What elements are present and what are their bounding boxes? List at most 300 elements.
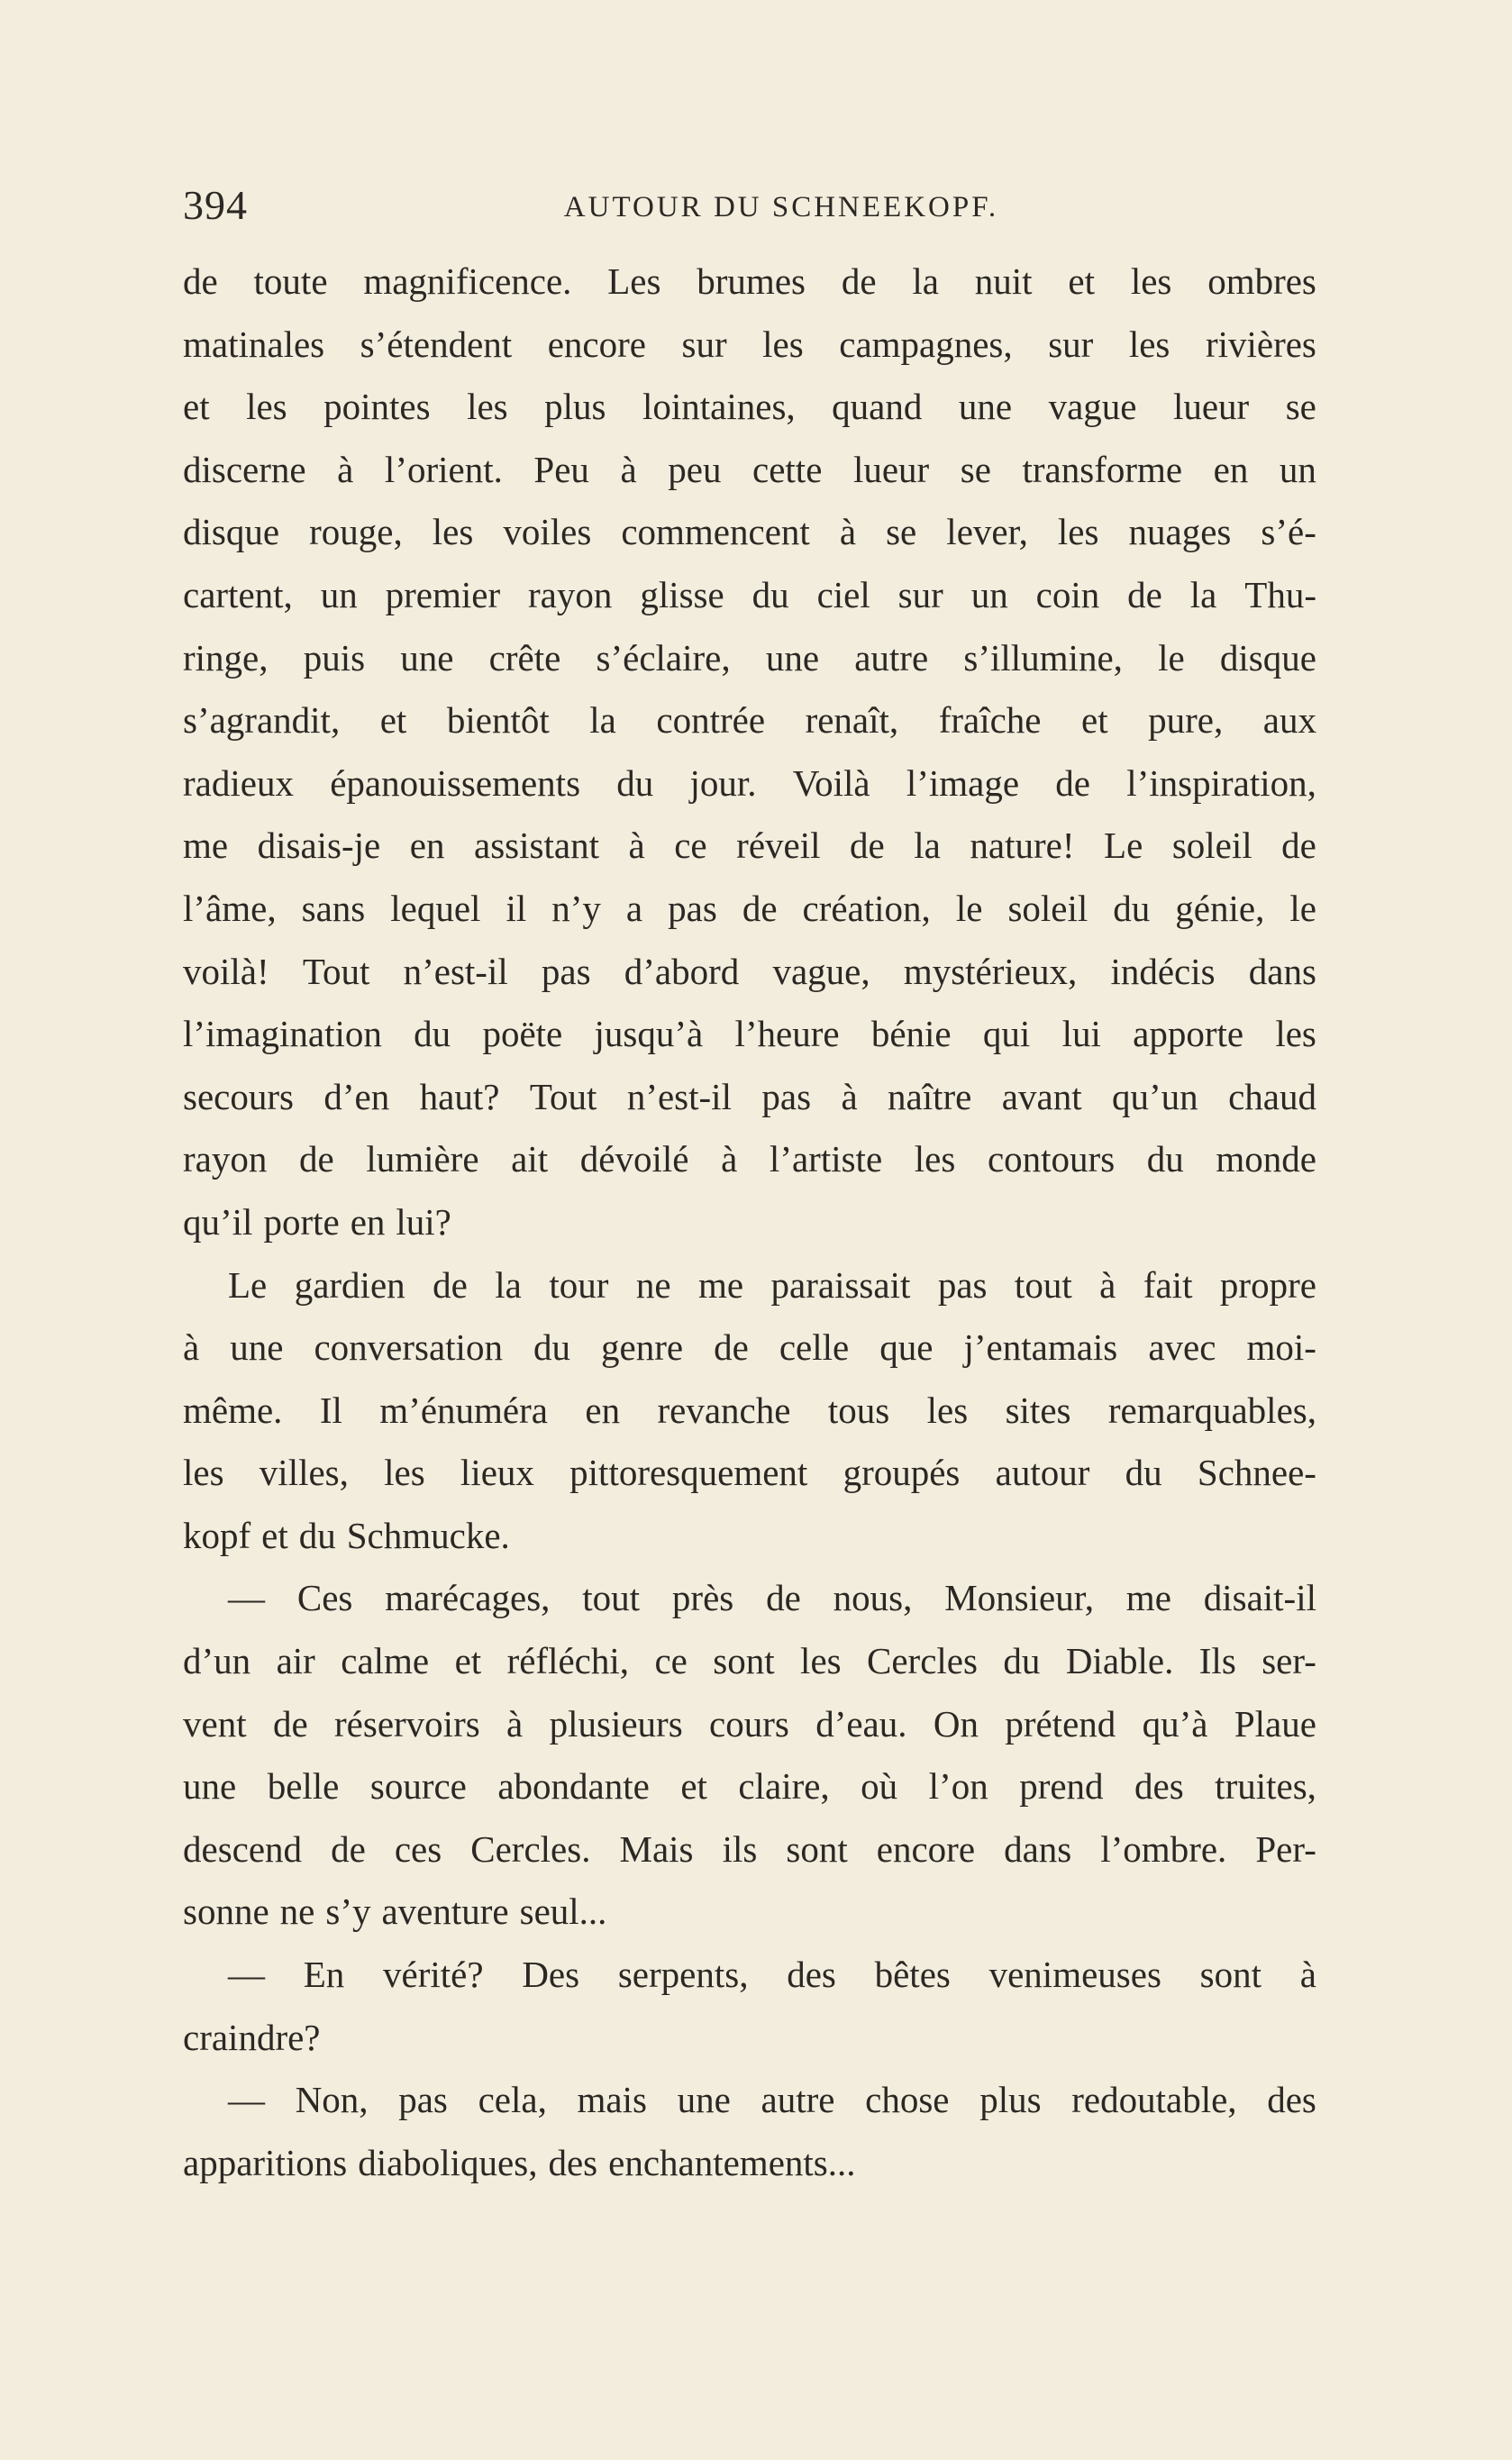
word: me	[697, 1263, 744, 1306]
word: autre	[761, 2079, 835, 2121]
word: de	[272, 1702, 308, 1745]
word: voilà!	[183, 950, 269, 992]
word: Cercles.	[470, 1827, 591, 1870]
word: disait-il	[1203, 1577, 1316, 1619]
word: ciel	[816, 573, 870, 615]
text-line	[183, 1567, 1316, 1630]
word: de	[742, 887, 778, 929]
word: qui	[982, 1013, 1031, 1055]
text-line	[183, 1380, 1316, 1443]
text-line	[183, 815, 1316, 878]
text-line	[183, 627, 1316, 690]
text-line	[183, 1693, 1316, 1756]
word: il	[506, 887, 527, 929]
word: —	[228, 1954, 265, 1996]
word: sont	[1199, 1954, 1262, 1996]
word: pas	[761, 1075, 812, 1117]
word: cartent,	[183, 573, 293, 615]
word: campagnes,	[839, 323, 1013, 365]
word: à	[337, 448, 354, 490]
word: conversation	[314, 1326, 503, 1369]
word: monde	[1216, 1138, 1316, 1180]
word: pas	[398, 2079, 448, 2121]
word: nuit	[974, 260, 1033, 302]
word: des	[787, 1954, 836, 1996]
text-body	[183, 251, 1316, 2194]
word: les	[1275, 1013, 1316, 1055]
word: kopf	[183, 1514, 251, 1556]
word: On	[933, 1702, 979, 1745]
word: En	[303, 1954, 345, 1996]
text-line	[183, 439, 1316, 502]
word: de	[433, 1263, 468, 1306]
text-line	[183, 2007, 1316, 2070]
word: du	[298, 1514, 336, 1556]
word: lumière	[366, 1138, 479, 1180]
word: en	[585, 1389, 621, 1431]
word: m’énuméra	[379, 1389, 548, 1431]
word: jour.	[689, 761, 757, 804]
word: ser-	[1262, 1640, 1316, 1682]
word: même.	[183, 1389, 283, 1431]
word: l’inspiration,	[1126, 761, 1316, 804]
word: l’image	[906, 761, 1020, 804]
word: j’entamais	[963, 1326, 1118, 1369]
word: coin	[1035, 573, 1100, 615]
word: se	[1285, 386, 1316, 428]
word: sur	[1048, 323, 1094, 365]
word: se	[960, 448, 991, 490]
word: s’é-	[1261, 511, 1316, 553]
word: chose	[865, 2079, 950, 2121]
word: qu’à	[1142, 1702, 1208, 1745]
word: réservoirs	[334, 1702, 480, 1745]
word: cela,	[478, 2079, 547, 2121]
word: ce	[654, 1640, 688, 1682]
word: les	[926, 1389, 969, 1431]
word: lueur	[852, 448, 930, 490]
text-line	[183, 878, 1316, 941]
word: Le	[228, 1263, 268, 1306]
word: truites,	[1215, 1765, 1316, 1808]
word: sur	[897, 573, 943, 615]
word: rivières	[1205, 323, 1316, 365]
word: ringe,	[183, 636, 269, 679]
word: cette	[752, 448, 823, 490]
word: fait	[1143, 1263, 1193, 1306]
word: vague	[1048, 386, 1137, 428]
word: prend	[1019, 1765, 1104, 1808]
word: fraîche	[938, 699, 1042, 742]
text-line	[183, 1066, 1316, 1129]
word: jusqu’à	[594, 1013, 704, 1055]
word: Le	[1104, 825, 1143, 867]
word: d’abord	[624, 950, 740, 992]
word: les	[1057, 511, 1099, 553]
word: Schnee-	[1197, 1452, 1316, 1494]
word: bénie	[870, 1013, 952, 1055]
text-line	[183, 314, 1316, 377]
word: a	[625, 887, 643, 929]
word: à	[721, 1138, 738, 1180]
word: ne	[635, 1263, 671, 1306]
text-line	[183, 1128, 1316, 1191]
word: tout	[582, 1577, 641, 1619]
word: et	[379, 699, 407, 742]
word: Il	[319, 1389, 342, 1431]
word: Ils	[1198, 1640, 1236, 1682]
text-line	[183, 1755, 1316, 1818]
word: se	[886, 511, 917, 553]
word: de	[714, 1326, 749, 1369]
word: s’agrandit,	[183, 699, 341, 742]
text-line	[183, 689, 1316, 752]
text-line	[183, 2069, 1316, 2132]
word: une	[765, 636, 820, 679]
text-line	[183, 1191, 1316, 1254]
word: une	[183, 1765, 237, 1808]
word: lieux	[460, 1452, 534, 1494]
word: et	[261, 1514, 288, 1556]
word: à	[1299, 1954, 1316, 1996]
word: de	[1281, 825, 1316, 867]
word: en	[350, 1200, 386, 1243]
word: indécis	[1110, 950, 1216, 992]
word: brumes	[697, 260, 806, 302]
word: glisse	[640, 573, 724, 615]
word: matinales	[183, 323, 325, 365]
word: dans	[1248, 950, 1316, 992]
word: remarquables,	[1107, 1389, 1316, 1431]
word: Monsieur,	[944, 1577, 1094, 1619]
word: du	[414, 1013, 451, 1055]
word: du	[616, 761, 654, 804]
word: la	[1189, 573, 1217, 615]
word: Non,	[295, 2079, 369, 2121]
word: un	[320, 573, 358, 615]
word: à	[183, 1326, 200, 1369]
word: aventure	[381, 1891, 509, 1933]
word: du	[1003, 1640, 1041, 1682]
text-line	[183, 1630, 1316, 1693]
word: les	[1128, 323, 1170, 365]
text-line	[183, 941, 1316, 1004]
word: l’orient.	[384, 448, 503, 490]
word: Voilà	[792, 761, 870, 804]
word: contrée	[656, 699, 766, 742]
word: air	[276, 1640, 315, 1682]
word: création,	[802, 887, 931, 929]
word: un	[970, 573, 1008, 615]
word: et	[454, 1640, 482, 1682]
word: pas	[541, 950, 591, 992]
word: des	[1267, 2079, 1316, 2121]
word: n’y	[551, 887, 601, 929]
word: Tout	[529, 1075, 597, 1117]
word: chaud	[1228, 1075, 1316, 1117]
word: soleil	[1007, 887, 1088, 929]
word: source	[369, 1765, 467, 1808]
word: Des	[522, 1954, 580, 1996]
text-line	[183, 1317, 1316, 1380]
word: nature!	[970, 825, 1075, 867]
word: porte	[263, 1200, 340, 1243]
word: craindre?	[183, 2016, 321, 2058]
word: autre	[854, 636, 929, 679]
word: s’étendent	[360, 323, 513, 365]
word: bêtes	[874, 1954, 951, 1996]
word: quand	[832, 386, 923, 428]
word: belle	[267, 1765, 340, 1808]
word: rouge,	[309, 511, 403, 553]
word: groupés	[843, 1452, 961, 1494]
word: les	[432, 511, 474, 553]
word: lever,	[946, 511, 1028, 553]
word: qu’un	[1112, 1075, 1198, 1117]
word: les	[467, 386, 508, 428]
word: apporte	[1133, 1013, 1244, 1055]
word: une	[958, 386, 1013, 428]
word: revanche	[657, 1389, 791, 1431]
word: l’âme,	[183, 887, 277, 929]
word: de	[1127, 573, 1162, 615]
word: pas	[937, 1263, 988, 1306]
word: le	[1289, 887, 1316, 929]
word: du	[751, 573, 789, 615]
word: une	[230, 1326, 284, 1369]
word: de	[766, 1577, 801, 1619]
word: magnificence.	[363, 260, 572, 302]
word: lequel	[390, 887, 481, 929]
word: transforme	[1022, 448, 1183, 490]
word: naître	[888, 1075, 972, 1117]
word: me	[183, 825, 229, 867]
word: Mais	[619, 1827, 694, 1870]
word: vague,	[772, 950, 870, 992]
word: des	[1134, 1765, 1184, 1808]
word: l’imagination	[183, 1013, 382, 1055]
word: l’artiste	[769, 1138, 883, 1180]
word: villes,	[259, 1452, 349, 1494]
word: rayon	[528, 573, 613, 615]
word: peu	[668, 448, 722, 490]
word: du	[1125, 1452, 1162, 1494]
word: réfléchi,	[506, 1640, 630, 1682]
word: lueur	[1172, 386, 1250, 428]
word: à	[506, 1702, 524, 1745]
word: serpents,	[617, 1954, 749, 1996]
word: tous	[827, 1389, 890, 1431]
word: encore	[547, 323, 646, 365]
word: et	[183, 386, 210, 428]
word: s’éclaire,	[596, 636, 731, 679]
word: les	[762, 323, 804, 365]
word: ne	[279, 1891, 315, 1933]
word: réveil	[736, 825, 821, 867]
word: d’un	[183, 1640, 251, 1682]
word: Thu-	[1244, 573, 1316, 615]
word: seul...	[519, 1891, 607, 1933]
text-line	[183, 1818, 1316, 1881]
word: ils	[722, 1827, 758, 1870]
word: Les	[607, 260, 661, 302]
word: du	[1113, 887, 1151, 929]
word: toute	[253, 260, 328, 302]
word: crête	[488, 636, 561, 679]
word: poëte	[482, 1013, 563, 1055]
text-line	[183, 1003, 1316, 1066]
word: la	[912, 260, 939, 302]
word: n’est-il	[626, 1075, 732, 1117]
word: ce	[674, 825, 707, 867]
word: voiles	[503, 511, 592, 553]
word: renaît,	[805, 699, 899, 742]
word: les	[1130, 260, 1172, 302]
word: un	[1279, 448, 1316, 490]
word: près	[671, 1577, 734, 1619]
word: de	[298, 1138, 334, 1180]
word: rayon	[183, 1138, 268, 1180]
word: moi-	[1246, 1326, 1316, 1369]
word: n’est-il	[403, 950, 508, 992]
page-header	[183, 178, 1316, 232]
word: d’en	[323, 1075, 390, 1117]
word: pittoresquement	[569, 1452, 808, 1494]
text-line	[183, 1505, 1316, 1568]
word: tout	[1014, 1263, 1072, 1306]
word: la	[914, 825, 941, 867]
word: à	[841, 1075, 858, 1117]
word: le	[955, 887, 983, 929]
word: cours	[709, 1702, 789, 1745]
word: sont	[713, 1640, 775, 1682]
word: vérité?	[383, 1954, 484, 1996]
word: des	[548, 2141, 598, 2183]
word: l’on	[928, 1765, 988, 1808]
word: dans	[1004, 1827, 1072, 1870]
word: plus	[979, 2079, 1042, 2121]
word: à	[839, 511, 857, 553]
word: Cercles	[867, 1640, 978, 1682]
word: plusieurs	[549, 1702, 683, 1745]
word: —	[228, 1577, 265, 1619]
word: disque	[183, 511, 280, 553]
word: avant	[1001, 1075, 1082, 1117]
word: contours	[987, 1138, 1116, 1180]
word: apparitions	[183, 2141, 348, 2183]
word: propre	[1219, 1263, 1316, 1306]
word: assistant	[474, 825, 599, 867]
word: Diable.	[1065, 1640, 1174, 1682]
text-line	[183, 1442, 1316, 1505]
word: Schmucke.	[346, 1514, 510, 1556]
word: du	[1146, 1138, 1184, 1180]
word: me	[1125, 1577, 1171, 1619]
word: l’heure	[734, 1013, 840, 1055]
word: haut?	[419, 1075, 500, 1117]
word: de	[850, 825, 885, 867]
word: épanouissements	[330, 761, 581, 804]
word: mystérieux,	[903, 950, 1078, 992]
word: pointes	[323, 386, 431, 428]
word: radieux	[183, 761, 294, 804]
word: puis	[303, 636, 366, 679]
word: ombres	[1207, 260, 1316, 302]
word: dévoilé	[579, 1138, 689, 1180]
page-number: 394	[183, 182, 248, 228]
word: en	[1213, 448, 1249, 490]
word: venimeuses	[988, 1954, 1161, 1996]
word: claire,	[738, 1765, 830, 1808]
word: Tout	[302, 950, 370, 992]
word: de	[331, 1827, 366, 1870]
text-line	[183, 2132, 1316, 2195]
text-line	[183, 564, 1316, 627]
word: et	[1068, 260, 1095, 302]
word: pas	[668, 887, 717, 929]
word: sites	[1005, 1389, 1071, 1431]
word: les	[246, 386, 287, 428]
word: marécages,	[385, 1577, 551, 1619]
word: paraissait	[770, 1263, 911, 1306]
word: tour	[549, 1263, 609, 1306]
word: celle	[779, 1326, 850, 1369]
word: s’illumine,	[963, 636, 1123, 679]
word: gardien	[294, 1263, 405, 1306]
word: les	[183, 1452, 224, 1494]
word: vent	[183, 1702, 247, 1745]
word: abondante	[497, 1765, 650, 1808]
word: l’ombre.	[1100, 1827, 1227, 1870]
word: la	[589, 699, 616, 742]
word: aux	[1262, 699, 1316, 742]
word: disais-je	[257, 825, 381, 867]
word: les	[800, 1640, 842, 1682]
word: où	[861, 1765, 898, 1808]
word: une	[677, 2079, 731, 2121]
word: les	[914, 1138, 956, 1180]
word: s’y	[325, 1891, 371, 1933]
word: plus	[544, 386, 606, 428]
word: pure,	[1148, 699, 1224, 742]
word: enchantements...	[608, 2141, 856, 2183]
word: genre	[601, 1326, 684, 1369]
word: le	[1158, 636, 1185, 679]
word: lointaines,	[642, 386, 796, 428]
word: mais	[577, 2079, 647, 2121]
word: de	[1055, 761, 1090, 804]
word: et	[1081, 699, 1108, 742]
word: sans	[301, 887, 366, 929]
word: —	[228, 2079, 265, 2121]
word: en	[409, 825, 445, 867]
word: calme	[341, 1640, 430, 1682]
word: à	[628, 825, 645, 867]
word: de	[183, 260, 218, 302]
word: Per-	[1255, 1827, 1316, 1870]
word: soleil	[1171, 825, 1252, 867]
word: discerne	[183, 448, 306, 490]
word: d’eau.	[815, 1702, 907, 1745]
word: que	[879, 1326, 934, 1369]
word: de	[841, 260, 877, 302]
text-line	[183, 376, 1316, 439]
text-line	[183, 251, 1316, 314]
word: descend	[183, 1827, 303, 1870]
word: sont	[786, 1827, 848, 1870]
word: autour	[995, 1452, 1090, 1494]
word: lui	[1061, 1013, 1101, 1055]
